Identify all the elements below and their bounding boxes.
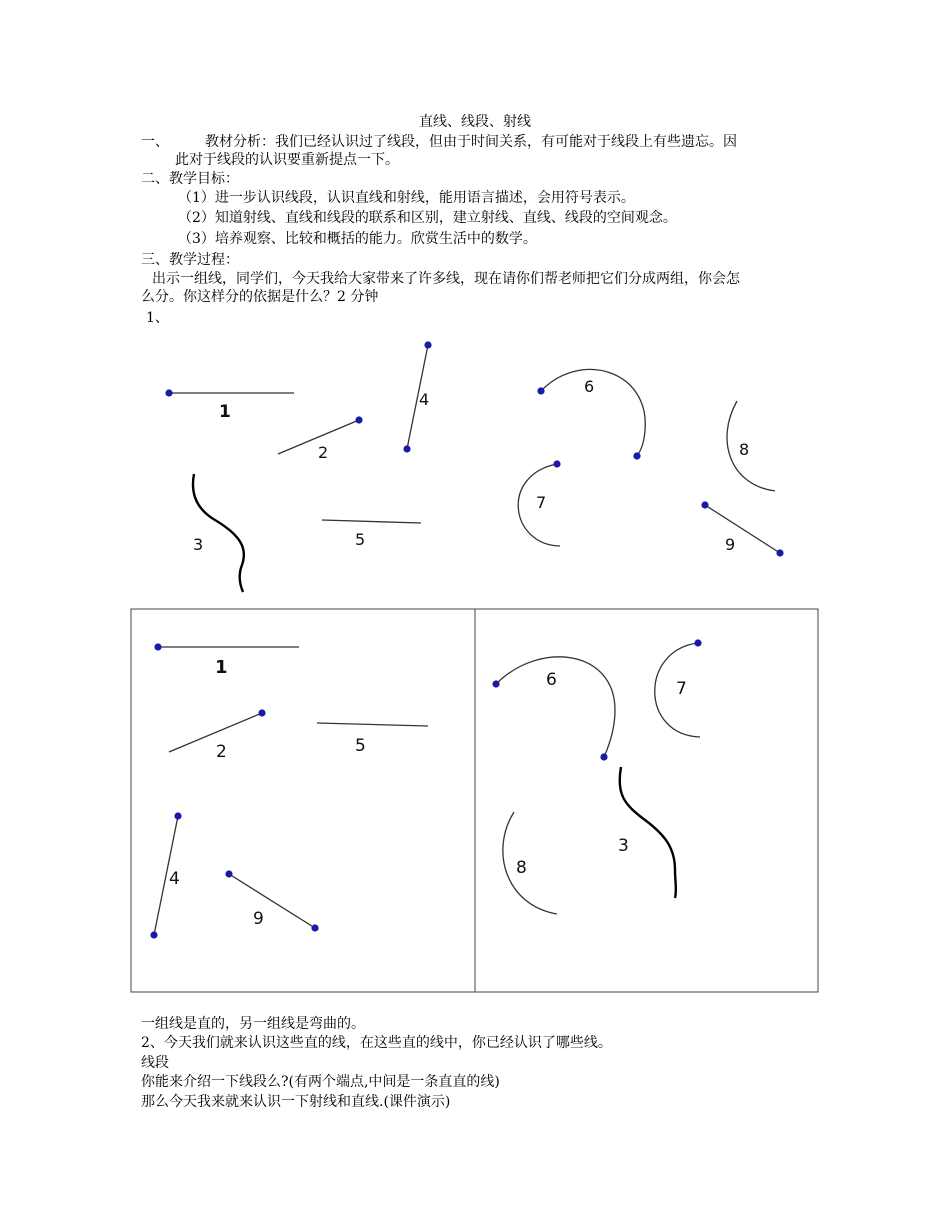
figure-label-3: 3 xyxy=(193,535,204,554)
group-label-3: 3 xyxy=(618,836,629,856)
section-1-marker: 一、 xyxy=(141,134,169,150)
section-1-text: 教材分析：我们已经认识过了线段，但由于时间关系，有可能对于线段上有些遗忘。因 xyxy=(205,134,737,150)
figure-label-2: 2 xyxy=(318,443,329,462)
step-1-label: 1、 xyxy=(146,310,169,326)
endpoint-dot xyxy=(537,387,544,394)
group-label-9: 9 xyxy=(253,909,264,929)
figure-label-5: 5 xyxy=(355,530,366,549)
group-line-9 xyxy=(229,874,315,928)
figure-label-4: 4 xyxy=(419,390,430,409)
endpoint-dot xyxy=(311,924,318,931)
step-2-text: 2、今天我们就来认识这些直的线，在这些直的线中，你已经认识了哪些线。 xyxy=(141,1035,612,1051)
endpoint-dot xyxy=(150,931,157,938)
page-title: 直线、线段、射线 xyxy=(419,114,531,130)
process-paragraph-cont: 么分。你这样分的依据是什么？2 分钟 xyxy=(141,289,379,305)
segment-answer: 线段 xyxy=(141,1055,169,1071)
group-curve-3 xyxy=(620,767,676,898)
group-curve-8 xyxy=(503,812,557,914)
figure-line-9 xyxy=(705,505,780,553)
goal-1: （1）进一步认识线段，认识直线和射线，能用语言描述，会用符号表示。 xyxy=(178,190,635,206)
endpoint-dot xyxy=(776,549,783,556)
figure-label-7: 7 xyxy=(536,493,547,512)
endpoint-dot xyxy=(165,389,172,396)
section-3-heading: 三、教学过程： xyxy=(141,252,239,268)
section-1-text-cont: 此对于线段的认识要重新提点一下。 xyxy=(175,152,399,168)
group-line-5 xyxy=(317,723,428,726)
endpoint-dot xyxy=(553,460,560,467)
endpoint-dot xyxy=(633,452,640,459)
endpoint-dot xyxy=(424,341,431,348)
section-2-heading: 二、教学目标： xyxy=(141,171,239,187)
group-label-6: 6 xyxy=(546,670,557,690)
endpoint-dot xyxy=(403,445,410,452)
endpoint-dot xyxy=(701,501,708,508)
goal-3: （3）培养观察、比较和概括的能力。欣赏生活中的数学。 xyxy=(178,231,537,247)
group-label-5: 5 xyxy=(355,736,366,756)
figure-curve-8 xyxy=(727,401,775,491)
goal-2: （2）知道射线、直线和线段的联系和区别，建立射线、直线、线段的空间观念。 xyxy=(178,210,677,226)
conclusion-text: 一组线是直的，另一组线是弯曲的。 xyxy=(141,1016,365,1032)
group-label-1: 1 xyxy=(215,657,228,678)
process-paragraph: 出示一组线，同学们，今天我给大家带来了许多线，现在请你们帮老师把它们分成两组，你会怎 xyxy=(152,271,740,287)
endpoint-dot xyxy=(174,812,181,819)
figure-label-9: 9 xyxy=(725,535,736,554)
group-label-8: 8 xyxy=(516,858,527,878)
endpoint-dot xyxy=(355,416,362,423)
endpoint-dot xyxy=(225,870,232,877)
figure-line-5 xyxy=(322,520,421,523)
demo-text: 那么今天我来就来认识一下射线和直线.(课件演示) xyxy=(141,1094,451,1110)
endpoint-dot xyxy=(694,639,701,646)
figure-label-1: 1 xyxy=(219,402,231,422)
group-label-4: 4 xyxy=(169,869,180,889)
group-label-7: 7 xyxy=(676,679,687,699)
question-text: 你能来介绍一下线段么?(有两个端点,中间是一条直直的线) xyxy=(141,1074,500,1090)
figure-curve-3 xyxy=(193,474,244,592)
endpoint-dot xyxy=(154,643,161,650)
figure-label-8: 8 xyxy=(739,440,750,459)
figure-label-6: 6 xyxy=(584,377,595,396)
endpoint-dot xyxy=(258,709,265,716)
endpoint-dot xyxy=(492,680,499,687)
group-label-2: 2 xyxy=(216,742,227,762)
endpoint-dot xyxy=(600,753,607,760)
